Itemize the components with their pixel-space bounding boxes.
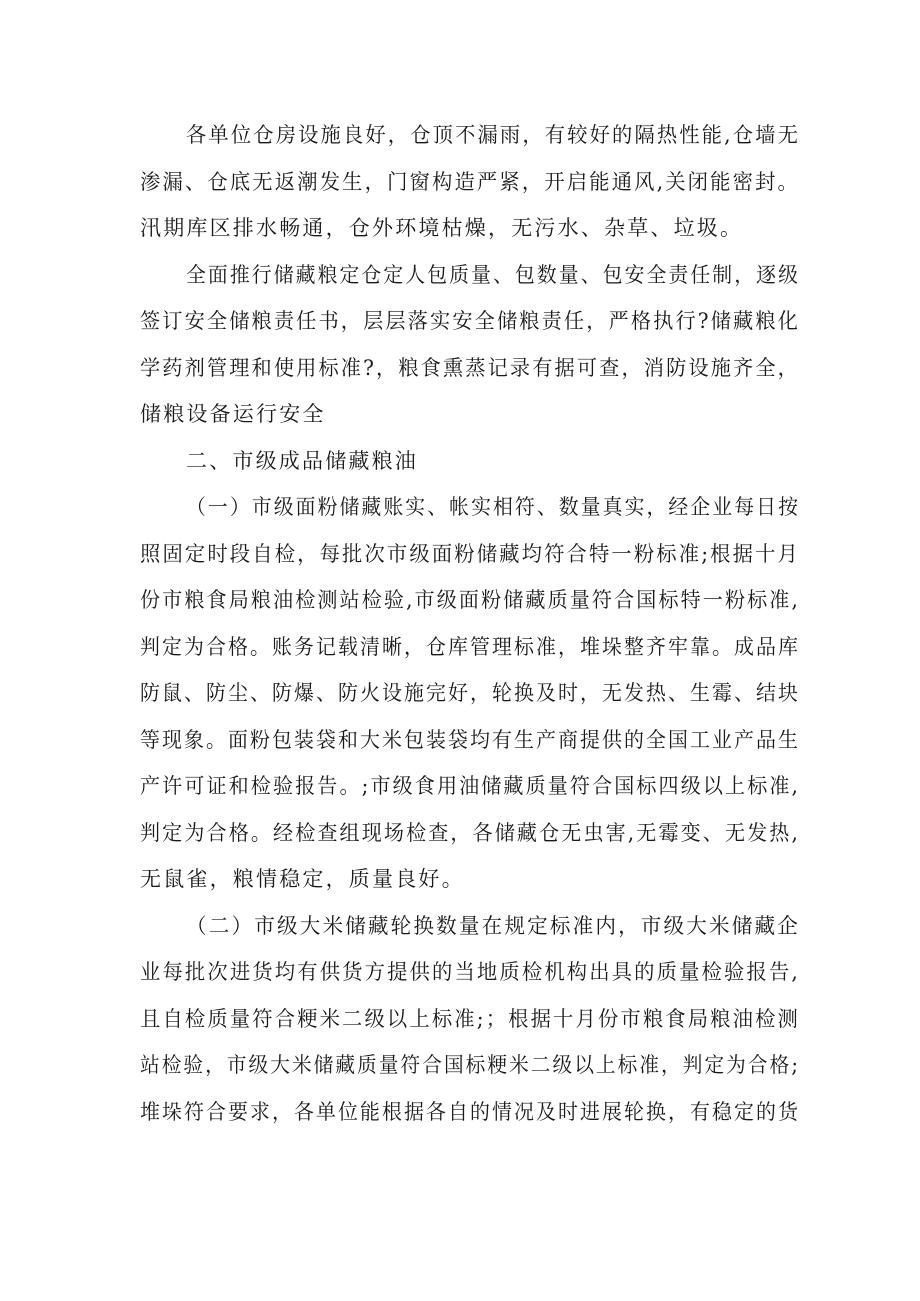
document-body xyxy=(140,112,800,1135)
text-line: 学药剂管理和使用标准?，粮食熏蒸记录有据可查，消防设施齐全， xyxy=(140,355,800,380)
paragraph-facility xyxy=(140,112,800,252)
text-line: 站检验，市级大米储藏质量符合国标粳米二级以上标准，判定为合格; xyxy=(140,1053,801,1077)
text-line: 全面推行储藏粮定仓定人包质量、包数量、包安全责任制，逐级 xyxy=(186,262,801,287)
text-line: 储粮设备运行安全 xyxy=(140,402,326,426)
paragraph-responsibility xyxy=(140,252,800,438)
text-line: 渗漏、仓底无返潮发生，门窗构造严紧，开启能通风,关闭能密封。 xyxy=(140,169,801,194)
text-line: （一）市级面粉储藏账实、帐实相符、数量真实，经企业每日按 xyxy=(186,495,801,519)
text-line: 产许可证和检验报告。;市级食用油储藏质量符合国标四级以上标准, xyxy=(140,774,800,798)
text-line: 各单位仓房设施良好，仓顶不漏雨，有较好的隔热性能,仓墙无 xyxy=(186,123,800,147)
subsection-flour-oil xyxy=(140,484,800,903)
text-line: 防鼠、防尘、防爆、防火设施完好，轮换及时，无发热、生霉、结块 xyxy=(140,681,801,705)
text-line: 判定为合格。经检查组现场检查，各储藏仓无虫害,无霉变、无发热, xyxy=(140,820,800,845)
text-line: 判定为合格。账务记载清晰，仓库管理标准，堆垛整齐牢靠。成品库 xyxy=(140,634,801,659)
subsection-rice xyxy=(140,903,800,1136)
text-line: 业每批次进货均有供货方提供的当地质检机构出具的质量检验报告, xyxy=(140,960,801,984)
text-line: 汛期库区排水畅通，仓外环境枯燥，无污水、杂草、垃圾。 xyxy=(140,216,744,240)
text-line: 份市粮食局粮油检测站检验,市级面粉储藏质量符合国标特一粉标准, xyxy=(140,588,800,612)
text-line: 且自检质量符合粳米二级以上标准;；根据十月份市粮食局粮油检测 xyxy=(140,1006,800,1031)
text-line: （二）市级大米储藏轮换数量在规定标准内，市级大米储藏企 xyxy=(186,913,801,938)
section-heading: 二、市级成品储藏粮油 xyxy=(186,448,418,473)
text-line: 签订安全储粮责任书，层层落实安全储粮责任，严格执行?储藏粮化 xyxy=(140,309,800,333)
text-line: 照固定时段自检，每批次市级面粉储藏均符合特一粉标准;根据十月 xyxy=(140,541,800,566)
text-line: 等现象。面粉包装袋和大米包装袋均有生产商提供的全国工业产品生 xyxy=(140,727,801,752)
text-line: 堆垛符合要求，各单位能根据各自的情况及时进展轮换，有稳定的货 xyxy=(140,1099,801,1124)
text-line: 无鼠雀，粮情稳定，质量良好。 xyxy=(140,867,465,891)
